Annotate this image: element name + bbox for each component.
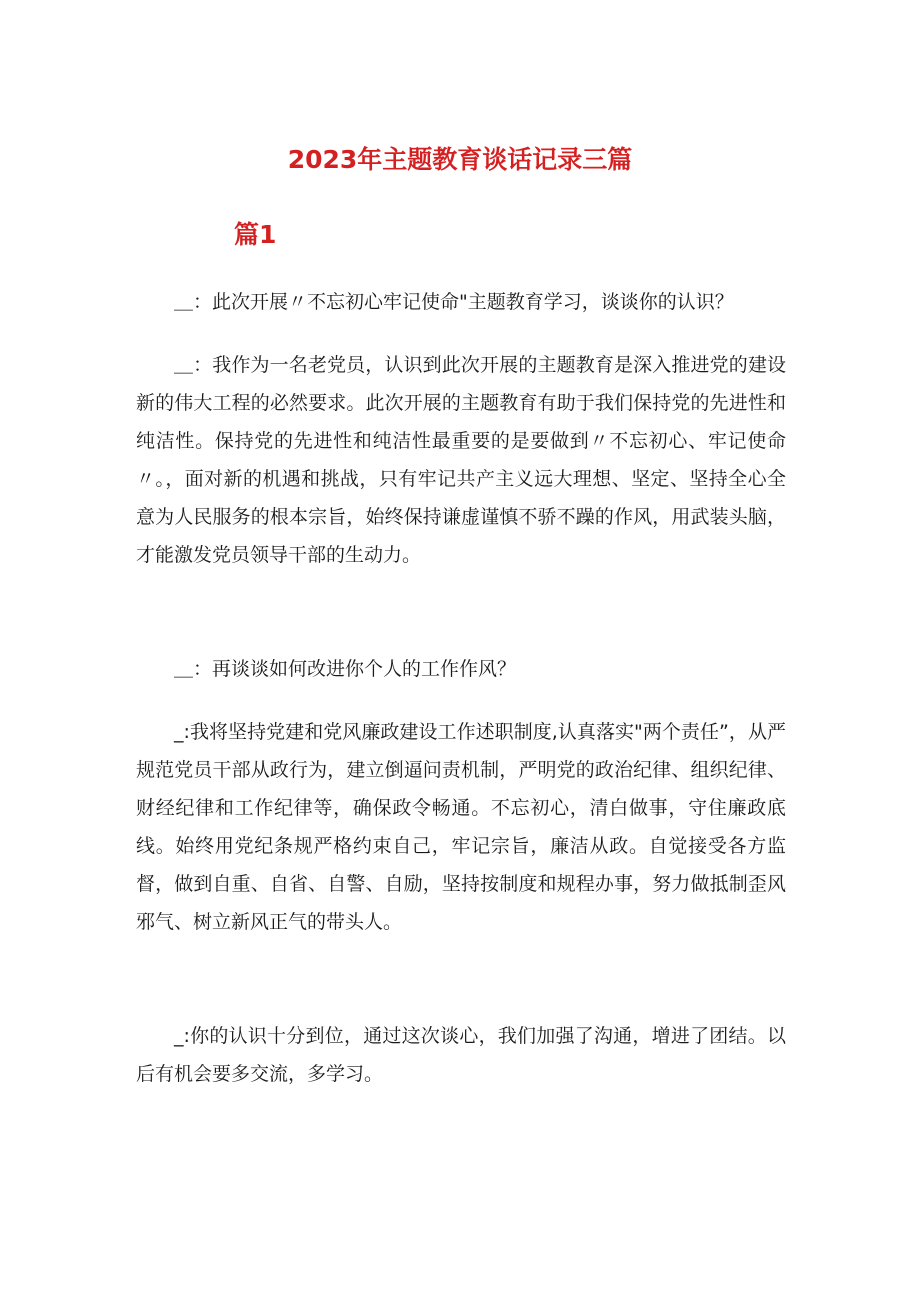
paragraph-answer-2: _:我将坚持党建和党风廉政建设工作述职制度,认真落实"两个责任”，从严规范党员干部从政行为，建立倒逼问责机制，严明党的政治纪律、组织纪律、财经纪律和工作纪律等，确保政令畅通。不忘初心，清白做事，守住廉政底线。始终用党纪条规严格约束自己，牢记宗旨，廉洁从政。自觉接受各方监督，做到自重、自省、自警、自励，坚持按制度和规程办事，努力做抵制歪风邪气、树立新风正气的带头人。 — [136, 721, 786, 933]
paragraph-closing: _:你的认识十分到位，通过这次谈心，我们加强了沟通，增进了团结。以后有机会要多交流，多学习。 — [136, 1025, 786, 1085]
paragraph-question-1: ＿：此次开展〃不忘初心牢记使命"主题教育学习，谈谈你的认识？ — [174, 291, 734, 313]
document-title: 2023年主题教育谈话记录三篇 — [287, 145, 633, 174]
paragraph-question-2: ＿：再谈谈如何改进你个人的工作作风？ — [174, 658, 517, 680]
section-heading: 篇1 — [234, 220, 277, 249]
paragraph-answer-1: ＿：我作为一名老党员，认识到此次开展的主题教育是深入推进党的建设新的伟大工程的必然要求。此次开展的主题教育有助于我们保持党的先进性和纯洁性。保持党的先进性和纯洁性最重要的是要做到〃不忘初心、牢记使命〃。，面对新的机遇和挑战，只有牢记共产主义远大理想、坚定、坚持全心全意为人民服务的根本宗旨，始终保持谦虚谨慎不骄不躁的作风，用武装头脑，才能激发党员领导干部的生动力。 — [136, 354, 786, 566]
